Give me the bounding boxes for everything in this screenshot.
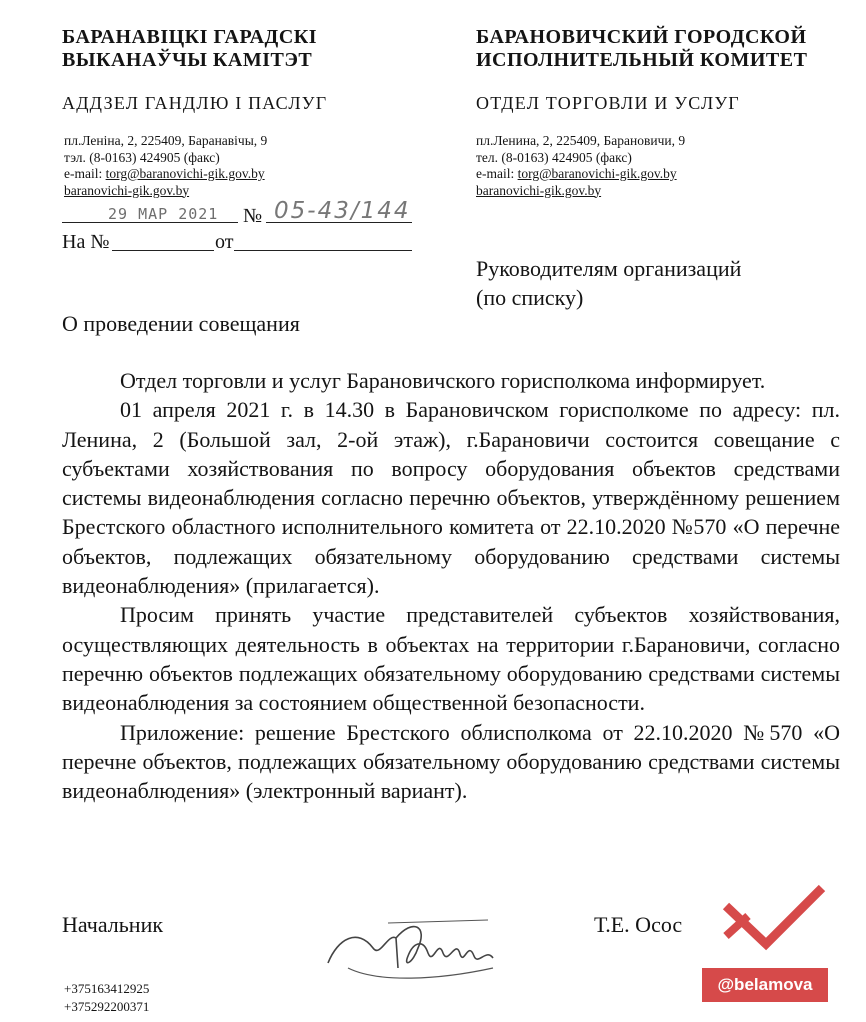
phone: тэл. (8-0163) 424905 (факс) — [64, 149, 220, 165]
paragraph-meeting: 01 апреля 2021 г. в 14.30 в Барановичском горисполкоме по адресу: пл. Ленина, 2 (Большой зал, 2-ой этаж), г.Барановичи состоится совещание с субъектами хозяйствования по вопросу оборудования объектов средствами системы видеонаблюдения согласно перечню объектов, утверждённому решением Брестского областного исполнительного комитета от 22.10.2020 №570 «О перечне объектов, подлежащих обязательному оборудованию средствами системы видеонаблюдения» (прилагается). — [62, 397, 840, 599]
email-prefix: e-mail: — [476, 166, 518, 181]
website-link[interactable]: baranovichi-gik.gov.by — [64, 182, 190, 198]
addressee-line2: (по списку) — [476, 285, 584, 310]
signatory-position: Начальник — [62, 912, 164, 937]
paragraph-request: Просим принять участие представителей субъектов хозяйствования, осуществляющих деятельность в объектах на территории г.Барановичи, согласно перечню объектов подлежащих обязательному оборудованию средствами системы видеонаблюдения за состоянием общественной безопасности. — [62, 602, 840, 716]
org-name-line1: БАРАНОВИЧСКИЙ ГОРОДСКОЙ — [476, 26, 807, 48]
contact-phones — [64, 980, 149, 1016]
checkmark-logo-icon — [722, 884, 826, 956]
address: пл.Ленина, 2, 225409, Барановичи, 9 — [476, 133, 686, 148]
phone-2: +375292200371 — [64, 999, 150, 1014]
date-stamp: 29 МАР 2021 — [108, 205, 219, 223]
org-name-line1: БАРАНАВІЦКІ ГАРАДСКІ — [62, 26, 318, 48]
department-russian: ОТДЕЛ ТОРГОВЛИ И УСЛУГ — [476, 93, 740, 113]
org-name-russian — [476, 26, 807, 72]
addressee — [476, 254, 741, 312]
contacts-belarusian — [64, 133, 267, 199]
registration-number: 05-43/144 — [274, 198, 411, 224]
watermark-badge: @belamova — [702, 968, 828, 1002]
reply-label: На № — [62, 231, 110, 253]
email-row — [64, 166, 267, 183]
phone-1: +375163412925 — [64, 981, 150, 996]
org-name-belarusian — [62, 26, 317, 72]
paragraph-intro: Отдел торговли и услуг Барановичского горисполкома информирует. — [120, 368, 766, 393]
letter-body — [62, 366, 840, 805]
reply-number-line — [112, 250, 214, 251]
org-name-line2: ВЫКАНАЎЧЫ КАМІТЭТ — [62, 49, 313, 71]
handwritten-signature — [318, 908, 518, 988]
contacts-russian — [476, 133, 685, 199]
website-link[interactable]: baranovichi-gik.gov.by — [476, 182, 602, 198]
email-link[interactable]: torg@baranovichi-gik.gov.by — [517, 166, 677, 181]
number-sign: № — [243, 205, 263, 227]
subject-line: О проведении совещания — [62, 311, 300, 336]
phone: тел. (8-0163) 424905 (факс) — [476, 149, 632, 165]
from-label: от — [215, 231, 234, 253]
signatory-name: Т.Е. Осос — [594, 912, 683, 937]
paragraph-attachment: Приложение: решение Брестского облисполкома от 22.10.2020 №570 «О перечне объектов, подлежащих обязательному оборудованию средствами системы видеонаблюдения» (электронный вариант). — [62, 719, 840, 804]
address: пл.Леніна, 2, 225409, Баранавічы, 9 — [64, 133, 268, 148]
email-prefix: e-mail: — [64, 166, 106, 181]
department-belarusian: АДДЗЕЛ ГАНДЛЮ І ПАСЛУГ — [62, 93, 328, 113]
email-row — [476, 166, 685, 183]
email-link[interactable]: torg@baranovichi-gik.gov.by — [105, 166, 265, 181]
addressee-line1: Руководителям организаций — [476, 256, 742, 281]
org-name-line2: ИСПОЛНИТЕЛЬНЫЙ КОМИТЕТ — [476, 49, 808, 71]
reply-date-line — [234, 250, 412, 251]
